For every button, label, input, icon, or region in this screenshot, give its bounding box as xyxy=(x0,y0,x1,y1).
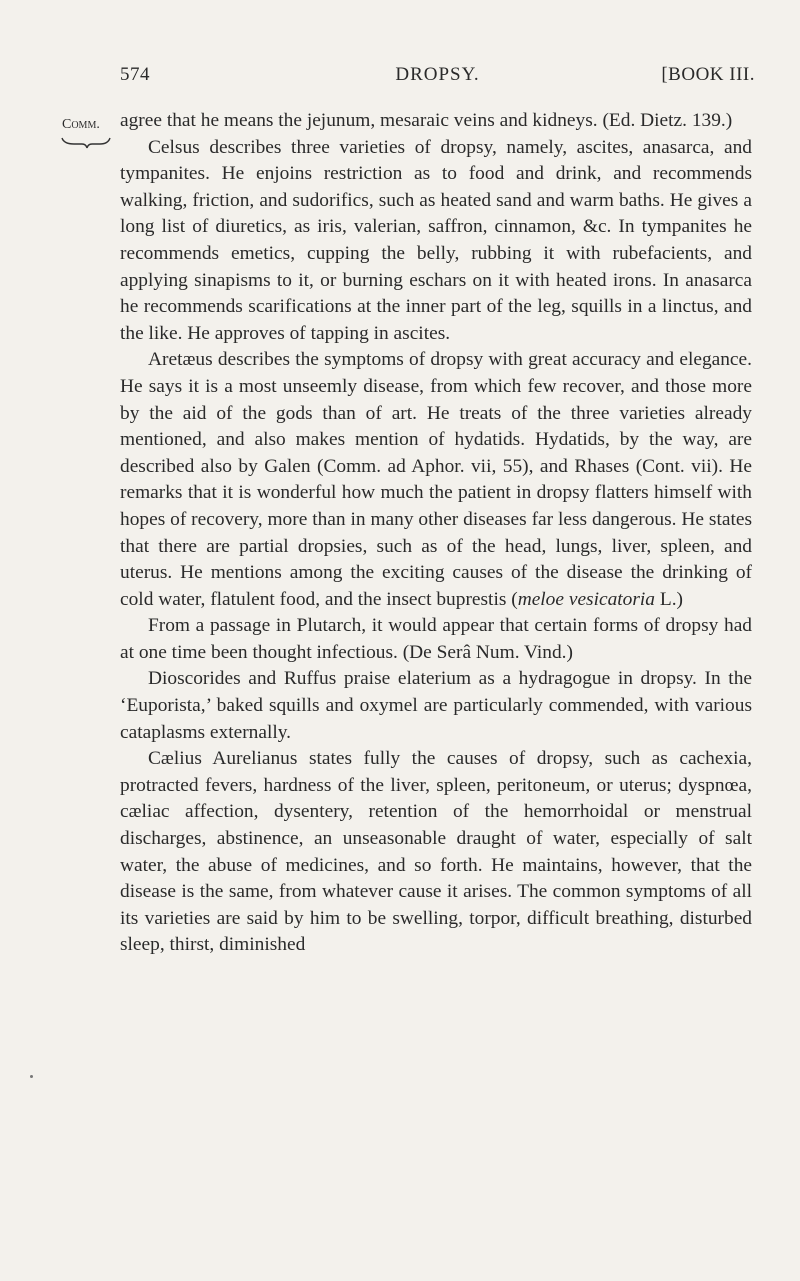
paragraph-text: Cælius Aurelianus states fully the causes of dropsy, such as cachexia, protracted fevers, hardness of the liver, spleen, peritoneum, or uterus; dyspnœa, cæliac affection, dysentery, retention of the hemorrhoidal or menstrual discharges, abstinence, an unseasonable draught of water, especially of salt water, the abuse of medicines, and so forth. He maintains, however, that the disease is the same, from whatever cause it arises. The common symptoms of all its varieties are said by him to be swelling, torpor, difficult breathing, disturbed sleep, thirst, diminished xyxy=(120,748,752,956)
paragraph xyxy=(120,347,752,613)
paragraph-text-tail: L.) xyxy=(655,588,683,610)
margin-note: Comm. xyxy=(62,117,100,132)
paragraph-text: Aretæus describes the symptoms of dropsy with great accuracy and elegance. He says it is a most unseemly disease, from which few recover, and those more by the aid of the gods than of art. He treats of the three varieties already mentioned, and also makes mention of hydatids. Hydatids, by the way, are described also by Galen (Comm. ad Aphor. vii, 55), and Rhases (Cont. vii). He remarks that it is wonderful how much the patient in dropsy flatters himself with hopes of recovery, more than in many other diseases far less dangerous. He states that there are partial dropsies, such as of the head, lungs, liver, spleen, and uterus. He mentions among the exciting causes of the disease the drinking of cold water, flatulent food, and the insect buprestis ( xyxy=(120,349,752,610)
paragraph xyxy=(120,666,752,746)
margin-brace-icon xyxy=(60,136,112,150)
italic-term: meloe vesicatoria xyxy=(517,588,655,610)
paragraph-text: Celsus describes three varieties of dropsy, namely, ascites, anasarca, and tympanites. He enjoins restriction as to food and drink, and recommends walking, friction, and sudorifics, such as heated sand and warm baths. He gives a long list of diuretics, as iris, valerian, saffron, cinnamon, &c. In tympanites he recommends emetics, cupping the belly, rubbing it with rubefacients, and applying sinapisms to it, or burning eschars on it with heated irons. In anasarca he recommends scarifications at the inner part of the leg, squills in a linctus, and the like. He approves of tapping in ascites. xyxy=(120,136,752,344)
paragraph xyxy=(120,613,752,666)
paragraph-text: Dioscorides and Ruffus praise elaterium as a hydragogue in dropsy. In the ‘Euporista,’ baked squills and oxymel are particularly commended, with various cataplasms externally. xyxy=(120,668,752,743)
paragraph-text: From a passage in Plutarch, it would appear that certain forms of dropsy had at one time been thought infectious. (De Serâ Num. Vind.) xyxy=(120,615,752,663)
paragraph xyxy=(120,746,752,959)
running-header xyxy=(120,64,755,94)
page-number: 574 xyxy=(120,64,150,85)
body-text xyxy=(120,108,752,959)
paragraph-text: agree that he means the jejunum, mesaraic veins and kidneys. (Ed. Dietz. 139.) xyxy=(120,110,733,131)
paragraph xyxy=(120,108,752,135)
book-label: [BOOK III. xyxy=(661,64,755,85)
paper-speck xyxy=(30,1075,33,1078)
paragraph xyxy=(120,135,752,348)
running-title: DROPSY. xyxy=(395,64,480,85)
